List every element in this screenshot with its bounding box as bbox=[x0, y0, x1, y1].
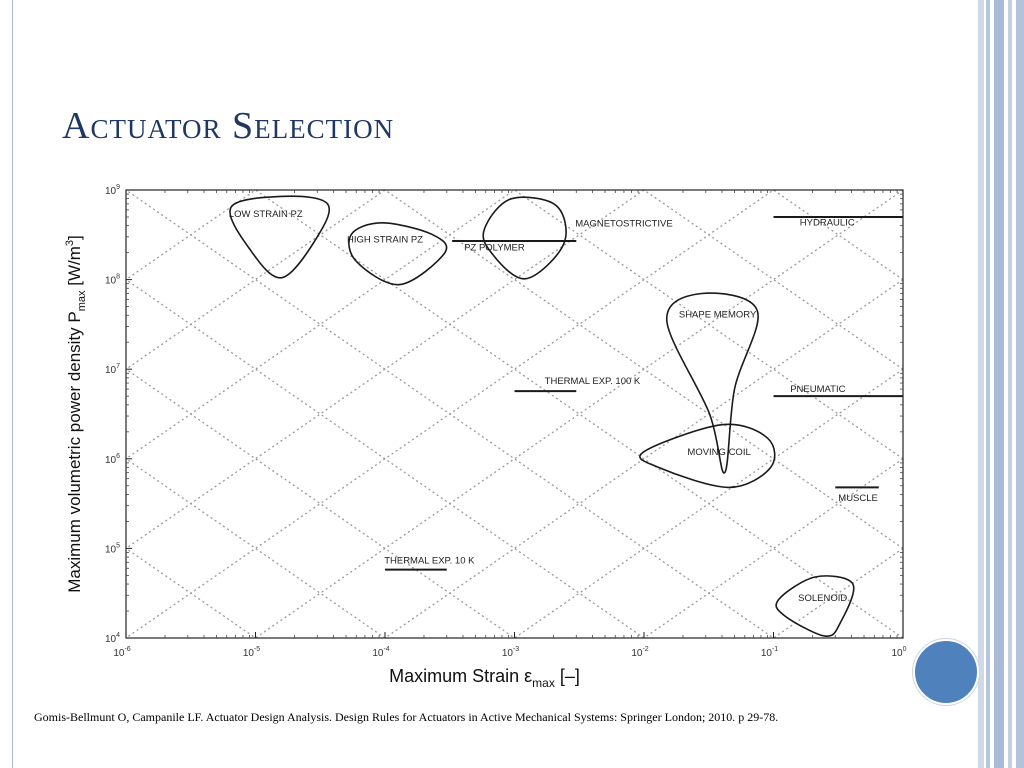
citation-caption: Gomis-Bellmunt O, Campanile LF. Actuator Design Analysis. Design Rules for Actuators in Active Mechanical Systems: Springer London; 2010. p 29-78. bbox=[34, 710, 779, 724]
slide-title: Actuator Selection bbox=[62, 105, 395, 147]
grid-line bbox=[58, 329, 910, 690]
region-label-solenoid: SOLENOID bbox=[798, 592, 848, 604]
y-tick-label: $10^6$ bbox=[104, 452, 120, 466]
chart-ticks bbox=[105, 184, 907, 659]
x-tick-label: $10^{-6}$ bbox=[113, 646, 131, 659]
x-tick-label: $10^{-4}$ bbox=[372, 646, 390, 659]
left-margin-rule bbox=[12, 0, 13, 768]
plot-frame bbox=[126, 190, 903, 638]
y-tick-label: $10^8$ bbox=[104, 273, 120, 287]
x-tick-label: $10^0$ bbox=[891, 646, 907, 659]
x-axis-label: Maximum Strain $\varepsilon_{max}$ [–] bbox=[389, 666, 580, 690]
region-high-strain-pz bbox=[346, 223, 447, 285]
y-tick-label: $10^9$ bbox=[104, 184, 120, 197]
x-tick-label: $10^{-3}$ bbox=[501, 646, 520, 659]
region-label-magnetostrictive: MAGNETOSTRICTIVE bbox=[575, 218, 673, 230]
region-label-pneumatic: PNEUMATIC bbox=[790, 383, 846, 395]
region-label-high-strain-pz: HIGH STRAIN PZ bbox=[346, 234, 424, 246]
region-label-moving-coil: MOVING COIL bbox=[687, 447, 751, 459]
actuator-chart bbox=[58, 176, 910, 690]
y-axis-label: Maximum volumetric power density $P_{max}$ $[W/m^3]$ bbox=[64, 235, 88, 593]
grid-line bbox=[58, 509, 910, 690]
y-tick-label: $10^5$ bbox=[104, 542, 120, 556]
region-label-pz-polymer: PZ POLYMER bbox=[464, 242, 525, 254]
region-label-low-strain-pz: LOW STRAIN PZ bbox=[228, 208, 303, 220]
x-tick-label: $10^{-5}$ bbox=[242, 646, 261, 659]
grid-line bbox=[58, 509, 910, 690]
right-decorative-stripes bbox=[978, 0, 1024, 768]
region-label-hydraulic: HYDRAULIC bbox=[799, 217, 855, 229]
y-tick-label: $10^7$ bbox=[104, 363, 120, 377]
region-label-shape-memory: SHAPE MEMORY bbox=[678, 309, 757, 321]
slide-nav-circle[interactable] bbox=[913, 639, 979, 705]
y-tick-label: $10^4$ bbox=[104, 632, 120, 645]
chart-regions bbox=[229, 196, 903, 636]
x-tick-label: $10^{-1}$ bbox=[760, 646, 779, 659]
grid-line bbox=[58, 329, 910, 690]
x-tick-label: $10^{-2}$ bbox=[631, 646, 649, 659]
region-label-thermal-exp-10-k: THERMAL EXP. 10 K bbox=[384, 555, 475, 567]
region-label-thermal-exp-100-k: THERMAL EXP. 100 K bbox=[544, 376, 641, 388]
region-solenoid bbox=[776, 576, 854, 636]
region-label-muscle: MUSCLE bbox=[838, 492, 878, 504]
